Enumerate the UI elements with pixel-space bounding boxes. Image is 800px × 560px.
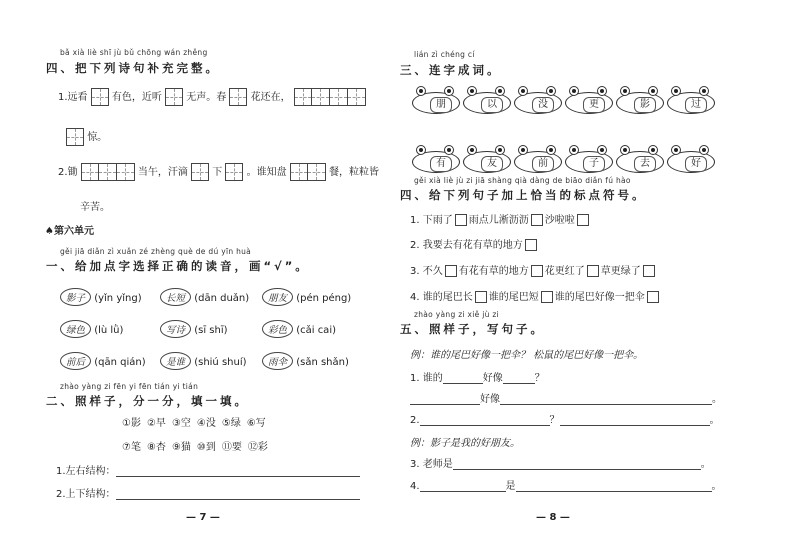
frog-char[interactable]: 更 bbox=[565, 86, 613, 114]
s5-q2: 2. ？ 。 bbox=[410, 415, 720, 426]
s2-pinyin: zhào yàng zi fēn yi fēn tián yi tián bbox=[60, 382, 199, 391]
pron-item[interactable]: 影子 (yǐn yǐng) bbox=[60, 288, 142, 306]
blank-box[interactable] bbox=[312, 88, 330, 106]
frog-char[interactable]: 没 bbox=[514, 86, 562, 114]
s4r-pinyin: gěi xià liè jù zi jiā shàng qià dàng de biāo diǎn fú hào bbox=[414, 176, 631, 185]
pron-item[interactable]: 写诗 (sī shī) bbox=[160, 320, 228, 338]
blank-box[interactable] bbox=[91, 88, 109, 106]
blank-box[interactable] bbox=[308, 163, 326, 181]
poem-line-2b: 辛苦。 bbox=[80, 202, 110, 213]
blank-box[interactable] bbox=[290, 163, 308, 181]
s3-pinyin: lián zì chéng cí bbox=[414, 50, 475, 59]
s5-pinyin: zhào yàng zi xiě jù zi bbox=[414, 310, 499, 319]
answer-line[interactable] bbox=[516, 491, 712, 492]
s1-title: 一、给加点字选择正确的读音，画“√”。 bbox=[46, 259, 310, 273]
poem-line-1: 1.远看 有色，近听 无声。春 花还在， bbox=[58, 88, 366, 106]
s5-q4: 4. 是 。 bbox=[410, 481, 722, 492]
poem-line-2: 2.锄 当午，汗滴 下 。谁知盘 餐，粒粒皆 bbox=[58, 163, 379, 181]
punct-line-1: 1. 下雨了 雨点儿淅沥沥 沙啦啦 bbox=[410, 211, 591, 226]
punct-box[interactable] bbox=[531, 265, 543, 277]
s5-q1b: 好像 。 bbox=[410, 390, 722, 405]
frog-char[interactable]: 有 bbox=[412, 145, 460, 173]
answer-line[interactable] bbox=[116, 476, 360, 477]
blank-box[interactable] bbox=[191, 163, 209, 181]
frog-char[interactable]: 朋 bbox=[412, 86, 460, 114]
answer-line[interactable] bbox=[443, 383, 483, 384]
punct-box[interactable] bbox=[643, 265, 655, 277]
chars-row-1: ①影 ②早 ③空 ④没 ⑤绿 ⑥写 bbox=[122, 418, 266, 429]
frog-char[interactable]: 好 bbox=[667, 145, 715, 173]
blank-box[interactable] bbox=[294, 88, 312, 106]
answer-line[interactable] bbox=[116, 499, 360, 500]
pron-item[interactable]: 是谁 (shiú shuí) bbox=[160, 352, 247, 370]
punct-box[interactable] bbox=[541, 291, 553, 303]
blank-box[interactable] bbox=[66, 128, 84, 146]
punct-box[interactable] bbox=[475, 291, 487, 303]
blank-box[interactable] bbox=[348, 88, 366, 106]
s4-title: 四、把下列诗句补充完整。 bbox=[46, 61, 220, 75]
q2-top-bottom: 2.上下结构： bbox=[56, 485, 360, 500]
s1-pinyin: gěi jiā diǎn zì xuǎn zé zhèng què de dú yīn huà bbox=[60, 247, 252, 256]
frog-char[interactable]: 以 bbox=[463, 86, 511, 114]
frog-char[interactable]: 去 bbox=[616, 145, 664, 173]
right-page bbox=[400, 0, 800, 560]
blank-box[interactable] bbox=[81, 163, 99, 181]
punct-box[interactable] bbox=[445, 265, 457, 277]
example-2: 例：影子是我的好朋友。 bbox=[410, 438, 520, 449]
s5-q3: 3. 老师是 。 bbox=[410, 459, 711, 470]
blank-box[interactable] bbox=[225, 163, 243, 181]
punct-box[interactable] bbox=[577, 214, 589, 226]
frog-char[interactable]: 前 bbox=[514, 145, 562, 173]
answer-line[interactable] bbox=[410, 404, 480, 405]
frog-char[interactable]: 友 bbox=[463, 145, 511, 173]
q1-left-right: 1.左右结构： bbox=[56, 462, 360, 477]
pron-item[interactable]: 雨伞 (sǎn shǎn) bbox=[262, 352, 349, 370]
pron-item[interactable]: 绿色 (lù lǜ) bbox=[60, 320, 123, 338]
unit-heading: ♠第六单元 bbox=[45, 226, 94, 237]
answer-line[interactable] bbox=[453, 469, 701, 470]
blank-box[interactable] bbox=[165, 88, 183, 106]
example-1: 例：谁的尾巴好像一把伞？ 松鼠的尾巴好像一把伞。 bbox=[410, 350, 644, 361]
pron-item[interactable]: 朋友 (pén péng) bbox=[262, 288, 351, 306]
frog-char[interactable]: 过 bbox=[667, 86, 715, 114]
s3-title: 三、连字成词。 bbox=[400, 63, 502, 77]
page-number-8: — 8 — bbox=[536, 512, 570, 523]
s5-q1: 1. 谁的 好像 ？ bbox=[410, 373, 545, 384]
s4r-title: 四、给下列句子加上恰当的标点符号。 bbox=[400, 188, 647, 202]
frog-char[interactable]: 子 bbox=[565, 145, 613, 173]
answer-line[interactable] bbox=[560, 425, 710, 426]
blank-box[interactable] bbox=[330, 88, 348, 106]
answer-line[interactable] bbox=[420, 491, 506, 492]
chars-row-2: ⑦笔 ⑧杏 ⑨猫 ⑩到 ⑪要 ⑫彩 bbox=[122, 442, 268, 453]
punct-box[interactable] bbox=[531, 214, 543, 226]
punct-line-4: 4. 谁的尾巴长 谁的尾巴短 谁的尾巴好像一把伞 bbox=[410, 288, 661, 303]
pron-item[interactable]: 彩色 (cǎi cai) bbox=[262, 320, 336, 338]
frog-char[interactable]: 影 bbox=[616, 86, 664, 114]
punct-box[interactable] bbox=[525, 239, 537, 251]
page-number-7: — 7 — bbox=[186, 512, 220, 523]
punct-box[interactable] bbox=[587, 265, 599, 277]
answer-line[interactable] bbox=[420, 425, 550, 426]
pron-item[interactable]: 长短 (dān duǎn) bbox=[160, 288, 249, 306]
answer-line[interactable] bbox=[500, 404, 712, 405]
pron-item[interactable]: 前后 (qān qián) bbox=[60, 352, 146, 370]
blank-box[interactable] bbox=[229, 88, 247, 106]
blank-box[interactable] bbox=[99, 163, 117, 181]
punct-box[interactable] bbox=[455, 214, 467, 226]
s2-title: 二、照样子，分一分，填一填。 bbox=[46, 394, 249, 408]
s5-title: 五、照样子，写句子。 bbox=[400, 322, 545, 336]
answer-line[interactable] bbox=[503, 383, 535, 384]
punct-box[interactable] bbox=[647, 291, 659, 303]
punct-line-2: 2. 我要去有花有草的地方 bbox=[410, 236, 539, 251]
punct-line-3: 3. 不久 有花有草的地方 花更红了 草更绿了 bbox=[410, 262, 657, 277]
poem-line-1b: 惊。 bbox=[66, 128, 107, 146]
blank-box[interactable] bbox=[117, 163, 135, 181]
s4-pinyin: bǎ xià liè shī jù bǔ chōng wán zhěng bbox=[60, 48, 208, 57]
